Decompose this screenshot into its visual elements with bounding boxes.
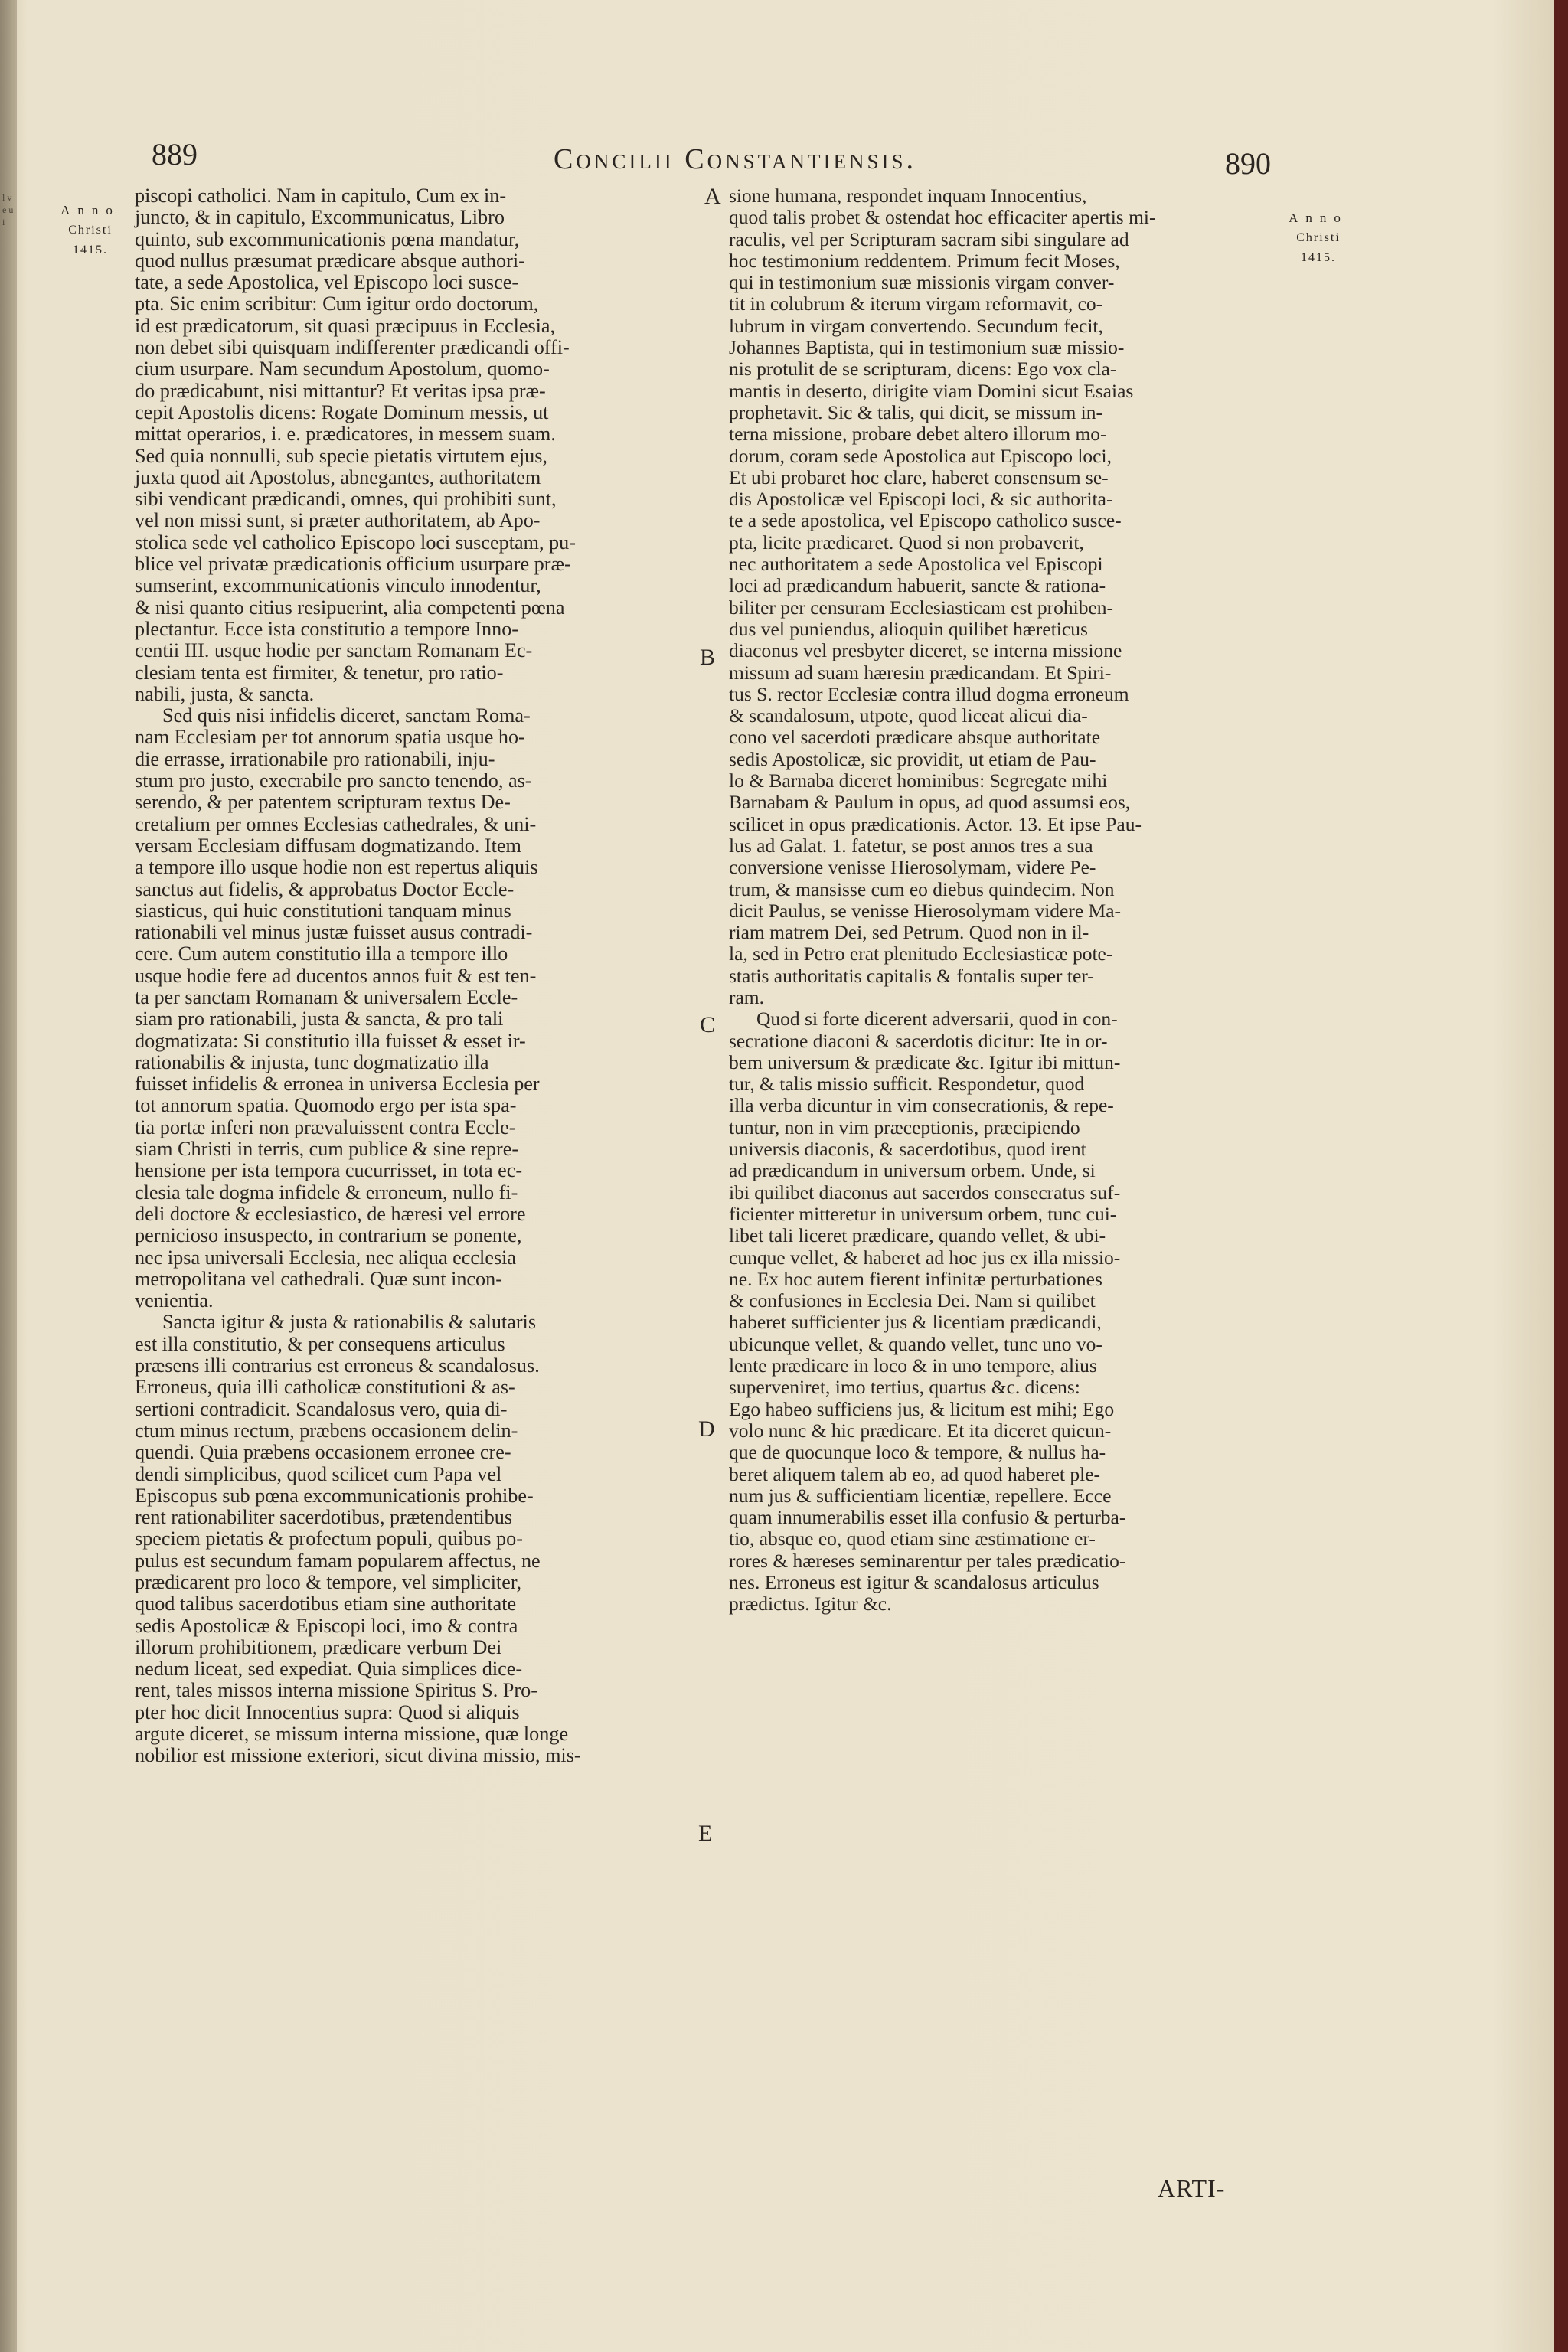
text-line: pernicioso insuspecto, in contrarium se ponente,: [135, 1224, 522, 1247]
text-line: rationabili vel minus justæ fuisset ausus contradi-: [135, 921, 533, 944]
text-line: biliter per censuram Ecclesiasticam est prohiben-: [729, 596, 1114, 619]
text-line: ctum minus rectum, præbens occasionem delin-: [135, 1419, 518, 1442]
text-line: sanctus aut fidelis, & approbatus Doctor Eccle-: [135, 877, 514, 900]
text-line: Sancta igitur & justa & rationabilis & salutaris: [162, 1311, 537, 1334]
text-line: speciem pietatis & profectum populi, quibus po-: [135, 1527, 523, 1550]
text-line: sione humana, respondet inquam Innocentius,: [729, 185, 1087, 207]
text-line: deli doctore & ecclesiastico, de hæresi vel errore: [135, 1202, 526, 1225]
text-line: serendo, & per patentem scripturam textus De-: [135, 791, 511, 814]
text-line: sedis Apostolicæ & Episcopi loci, imo & contra: [135, 1614, 518, 1637]
text-line: pta, licite prædicaret. Quod si non probaverit,: [729, 531, 1084, 554]
text-line: & confusiones in Ecclesia Dei. Nam si quilibet: [729, 1289, 1096, 1312]
text-line: conversione venisse Hierosolymam, videre Pe-: [729, 856, 1096, 879]
adjacent-page-edge: [0, 0, 17, 2352]
text-line: & nisi quanto citius resipuerint, alia competenti pœna: [135, 596, 565, 619]
text-line: nedum liceat, sed expediat. Quia simplices dice-: [135, 1658, 523, 1681]
margin-note-left: [47, 201, 133, 260]
text-line: hoc testimonium reddentem. Primum fecit Moses,: [729, 249, 1120, 272]
margin-christi-label: Christi: [1296, 231, 1341, 244]
text-line: mantis in deserto, dirigite viam Domini sicut Esaias: [729, 379, 1134, 402]
text-line: ad prædicandum in universum orbem. Unde, si: [729, 1159, 1096, 1182]
text-line: pter hoc dicit Innocentius supra: Quod si aliquis: [135, 1700, 520, 1723]
left-text-column: [135, 185, 769, 1767]
text-line: Ego habeo sufficiens jus, & licitum est mihi; Ego: [729, 1397, 1115, 1420]
text-line: siam Christi in terris, cum publice & sine repre-: [135, 1138, 519, 1161]
text-line: rores & hæreses seminarentur per tales prædicatio-: [729, 1549, 1126, 1572]
text-line: a tempore illo usque hodie non est repertus aliquis: [135, 856, 538, 879]
text-line: num jus & sufficientiam licentiæ, repellere. Ecce: [729, 1484, 1112, 1507]
text-line: id est prædicatorum, sit quasi præcipuus in Ecclesia,: [135, 314, 556, 337]
text-line: quod nullus præsumat prædicare absque authori-: [135, 249, 525, 272]
text-line: & scandalosum, utpote, quod liceat alicui dia-: [729, 704, 1088, 727]
text-line: lubrum in virgam convertendo. Secundum fecit,: [729, 314, 1103, 337]
text-line: plectantur. Ecce ista constitutio a tempore Inno-: [135, 617, 519, 640]
text-line: Quod si forte dicerent adversarii, quod in con-: [756, 1008, 1118, 1031]
text-line: ta per sanctam Romanam & universalem Eccle-: [135, 985, 518, 1008]
text-line: dis Apostolicæ vel Episcopi loci, & sic authorita-: [729, 488, 1113, 511]
section-letter-a: A: [704, 184, 721, 209]
text-line: clesiam tenta est firmiter, & tenetur, pro ratio-: [135, 661, 504, 684]
text-line: versam Ecclesiam diffusam dogmatizando. Item: [135, 834, 521, 857]
text-line: præsens illi contrarius est erroneus & scandalosus.: [135, 1354, 540, 1377]
text-line: cunque vellet, & haberet ad hoc jus ex illa missio-: [729, 1246, 1121, 1269]
text-line: prædictus. Igitur &c.: [729, 1592, 892, 1615]
text-line: ficienter mitteretur in universum orbem, tunc cui-: [729, 1202, 1117, 1225]
text-line: lo & Barnaba diceret hominibus: Segregate mihi: [729, 769, 1108, 792]
text-line: tit in colubrum & iterum virgam reformavit, co-: [729, 292, 1103, 315]
text-line: nec authoritatem a sede Apostolica vel Episcopi: [729, 553, 1103, 576]
text-line: siasticus, qui huic constitutioni tanquam minus: [135, 899, 511, 922]
text-line: juxta quod ait Apostolus, abnegantes, authoritatem: [135, 466, 541, 488]
text-line: usque hodie fere ad ducentos annos fuit & est ten-: [135, 964, 537, 987]
text-line: prædicarent pro loco & tempore, vel simpliciter,: [135, 1571, 522, 1593]
text-line: Sed quia nonnulli, sub specie pietatis virtutem ejus,: [135, 444, 547, 467]
text-line: quinto, sub excommunicationis pœna mandatur,: [135, 227, 520, 250]
text-line: dendi simplicibus, quod scilicet cum Papa vel: [135, 1462, 502, 1485]
text-line: cere. Cum autem constitutio illa a tempore illo: [135, 942, 508, 965]
text-line: statis authoritatis capitalis & fontalis super ter-: [729, 964, 1094, 987]
text-line: blice vel privatæ prædicationis officium usurpare præ-: [135, 553, 571, 576]
text-line: pta. Sic enim scribitur: Cum igitur ordo doctorum,: [135, 292, 539, 315]
text-line: cono vel sacerdoti prædicare absque authoritate: [729, 726, 1101, 749]
text-line: dicit Paulus, se venisse Hierosolymam videre Ma-: [729, 899, 1122, 922]
text-line: beret aliquem talem ab eo, ad quod haberet ple-: [729, 1462, 1100, 1485]
text-line: venientia.: [135, 1289, 214, 1312]
text-line: superveniret, imo tertius, quartus &c. dicens:: [729, 1376, 1080, 1399]
running-header: [0, 129, 1554, 190]
text-line: est illa constitutio, & per consequens articulus: [135, 1332, 505, 1355]
adjacent-page-fragment: l ve ui: [2, 192, 14, 227]
text-line: quod talis probet & ostendat hoc efficaciter apertis mi-: [729, 206, 1156, 229]
text-line: quam innumerabilis esset illa confusio & perturba-: [729, 1506, 1126, 1529]
text-line: tot annorum spatia. Quomodo ergo per ista spa-: [135, 1094, 517, 1117]
text-line: centii III. usque hodie per sanctam Romanam Ec-: [135, 639, 533, 662]
section-letter-d: D: [698, 1416, 715, 1442]
text-line: universis diaconis, & sacerdotibus, quod irent: [729, 1138, 1086, 1161]
running-title: Concilii Constantiensis.: [553, 143, 916, 175]
text-line: volo nunc & hic prædicare. Et ita diceret quicun-: [729, 1419, 1112, 1442]
text-line: dogmatizata: Si constitutio illa fuisset & esset ir-: [135, 1029, 526, 1052]
text-line: diaconus vel presbyter diceret, se interna missione: [729, 639, 1122, 662]
text-line: Barnabam & Paulum in opus, ad quod assumsi eos,: [729, 791, 1131, 814]
text-line: piscopi catholici. Nam in capitulo, Cum ex in-: [135, 185, 507, 207]
text-line: die errasse, irrationabile pro rationabili, inju-: [135, 747, 495, 770]
text-line: quendi. Quia præbens occasionem erronee cre-: [135, 1441, 511, 1464]
margin-anno-label: Anno: [1289, 211, 1348, 225]
text-line: hensione per ista tempora cucurrisset, in tota ec-: [135, 1159, 523, 1182]
text-line: prophetavit. Sic & talis, qui dicit, se missum in-: [729, 400, 1102, 423]
text-line: illorum prohibitionem, prædicare verbum Dei: [135, 1635, 502, 1658]
right-text-column: [729, 185, 1341, 1615]
text-line: Erroneus, quia illi catholicæ constitutioni & as-: [135, 1376, 515, 1399]
text-line: libet tali liceret prædicare, quando vellet, & ubi-: [729, 1224, 1106, 1247]
text-line: rent rationabiliter sacerdotibus, prætendentibus: [135, 1506, 513, 1529]
text-line: rationabilis & injusta, tunc dogmatizatio illa: [135, 1050, 489, 1073]
text-line: trum, & mansisse cum eo diebus quindecim. Non: [729, 877, 1115, 900]
text-line: rent, tales missos interna missione Spiritus S. Pro-: [135, 1679, 537, 1702]
text-line: metropolitana vel cathedrali. Quæ sunt incon-: [135, 1267, 502, 1290]
text-line: ibi quilibet diaconus aut sacerdos consecratus suf-: [729, 1181, 1121, 1204]
text-line: cretalium per omnes Ecclesias cathedrales, & uni-: [135, 812, 537, 835]
text-line: dorum, coram sede Apostolica aut Episcopo loci,: [729, 444, 1112, 467]
text-line: nec ipsa universali Ecclesia, nec aliqua ecclesia: [135, 1246, 517, 1269]
text-line: pulus est secundum famam popularem affectus, ne: [135, 1549, 541, 1572]
margin-year: 1415.: [1301, 251, 1336, 264]
text-line: missum ad suam hæresin prædicandam. Et Spiri-: [729, 661, 1112, 684]
text-line: nabili, justa, & sancta.: [135, 682, 315, 705]
text-line: scilicet in opus prædicationis. Actor. 13. Et ipse Pau-: [729, 812, 1142, 835]
text-line: que de quocunque loco & tempore, & nullus ha-: [729, 1441, 1106, 1464]
text-line: lus ad Galat. 1. fatetur, se post annos tres a sua: [729, 834, 1093, 857]
text-line: terna missione, probare debet altero illorum mo-: [729, 423, 1107, 446]
text-line: siam pro rationabili, justa & sancta, & pro tali: [135, 1008, 504, 1031]
text-line: nes. Erroneus est igitur & scandalosus articulus: [729, 1571, 1099, 1593]
text-line: fuisset infidelis & erronea in universa Ecclesia per: [135, 1073, 540, 1096]
text-line: la, sed in Petro erat plenitudo Ecclesiasticæ pote-: [729, 942, 1113, 965]
text-line: ram.: [729, 985, 765, 1008]
text-line: dus vel puniendus, alioquin quilibet hæreticus: [729, 617, 1088, 640]
page-number-right: 890: [1225, 146, 1271, 181]
text-line: tio, absque eo, quod etiam sine æstimatione er-: [729, 1527, 1096, 1550]
section-letter-b: B: [700, 645, 716, 670]
text-line: cepit Apostolis dicens: Rogate Dominum messis, ut: [135, 400, 549, 423]
text-line: argute diceret, se missum interna missione, quæ longe: [135, 1723, 569, 1746]
text-line: do prædicabunt, nisi mittantur? Et veritas ipsa præ-: [135, 379, 546, 402]
text-line: lente prædicare in loco & in uno tempore, alius: [729, 1354, 1097, 1377]
text-line: Sed quis nisi infidelis diceret, sanctam Roma-: [162, 704, 531, 727]
text-line: nis protulit de se scripturam, dicens: Ego vox cla-: [729, 358, 1117, 381]
text-line: ne. Ex hoc autem fierent infinitæ perturbationes: [729, 1267, 1102, 1290]
text-line: tur, & talis missio sufficit. Respondetur, quod: [729, 1073, 1085, 1096]
text-line: sedis Apostolicæ, sic providit, ut etiam de Pau-: [729, 747, 1096, 770]
page-number-left: 889: [152, 137, 198, 172]
text-line: juncto, & in capitulo, Excommunicatus, Libro: [135, 206, 505, 229]
text-line: cium usurpare. Nam secundum Apostolum, quomo-: [135, 358, 550, 381]
text-line: sibi vendicant prædicandi, omnes, qui prohibiti sunt,: [135, 488, 557, 511]
catchword: ARTI-: [1158, 2174, 1226, 2202]
text-line: tuntur, non in vim præceptionis, præcipiendo: [729, 1116, 1080, 1138]
text-line: bem universum & prædicate &c. Igitur ibi mittun-: [729, 1050, 1121, 1073]
text-line: clesia tale dogma infidele & erroneum, nullo fi-: [135, 1181, 518, 1204]
text-line: tus S. rector Ecclesiæ contra illud dogma erroneum: [729, 682, 1129, 705]
text-line: stum pro justo, execrabile pro sancto tenendo, as-: [135, 769, 532, 792]
section-letter-e: E: [698, 1821, 713, 1846]
text-line: raculis, vel per Scripturam sacram sibi singulare ad: [729, 227, 1129, 250]
text-line: ubicunque vellet, & quando vellet, tunc uno vo-: [729, 1332, 1102, 1355]
text-line: sumserint, excommunicationis vinculo innodentur,: [135, 574, 541, 597]
text-line: mittat operarios, i. e. prædicatores, in messem suam.: [135, 423, 556, 446]
text-line: haberet sufficienter jus & licentiam prædicandi,: [729, 1311, 1102, 1334]
text-line: stolica sede vel catholico Episcopo loci susceptam, pu-: [135, 531, 576, 554]
text-line: Episcopus sub pœna excommunicationis prohibe-: [135, 1484, 534, 1507]
margin-year: 1415.: [73, 243, 108, 256]
text-line: non debet sibi quisquam indifferenter prædicandi offi-: [135, 336, 570, 359]
text-line: vel non missi sunt, si præter authoritatem, ab Apo-: [135, 509, 541, 532]
margin-anno-label: Anno: [60, 203, 120, 217]
text-line: Et ubi probaret hoc clare, haberet consensum se-: [729, 466, 1109, 488]
text-line: sertioni contradicit. Scandalosus vero, quia di-: [135, 1397, 508, 1420]
text-line: loci ad prædicandum habuerit, sancte & rationa-: [729, 574, 1106, 597]
text-line: nam Ecclesiam per tot annorum spatia usque ho-: [135, 726, 525, 749]
text-line: nobilior est missione exteriori, sicut divina missio, mis-: [135, 1744, 581, 1767]
text-line: quod talibus sacerdotibus etiam sine authoritate: [135, 1592, 517, 1615]
text-line: qui in testimonium suæ missionis virgam conver-: [729, 271, 1115, 294]
text-line: Johannes Baptista, qui in testimonium suæ missio-: [729, 336, 1125, 359]
text-line: tia portæ inferi non prævaluissent contra Eccle-: [135, 1116, 516, 1138]
text-line: secratione diaconi & sacerdotis dicitur: Ite in or-: [729, 1029, 1108, 1052]
text-line: illa verba dicuntur in vim consecrationis, & repe-: [729, 1094, 1114, 1117]
section-letter-c: C: [700, 1012, 716, 1037]
margin-christi-label: Christi: [68, 224, 113, 237]
text-line: tate, a sede Apostolica, vel Episcopo loci susce-: [135, 271, 519, 294]
text-line: te a sede apostolica, vel Episcopo catholico susce-: [729, 509, 1122, 532]
text-line: riam matrem Dei, sed Petrum. Quod non in il-: [729, 921, 1089, 944]
